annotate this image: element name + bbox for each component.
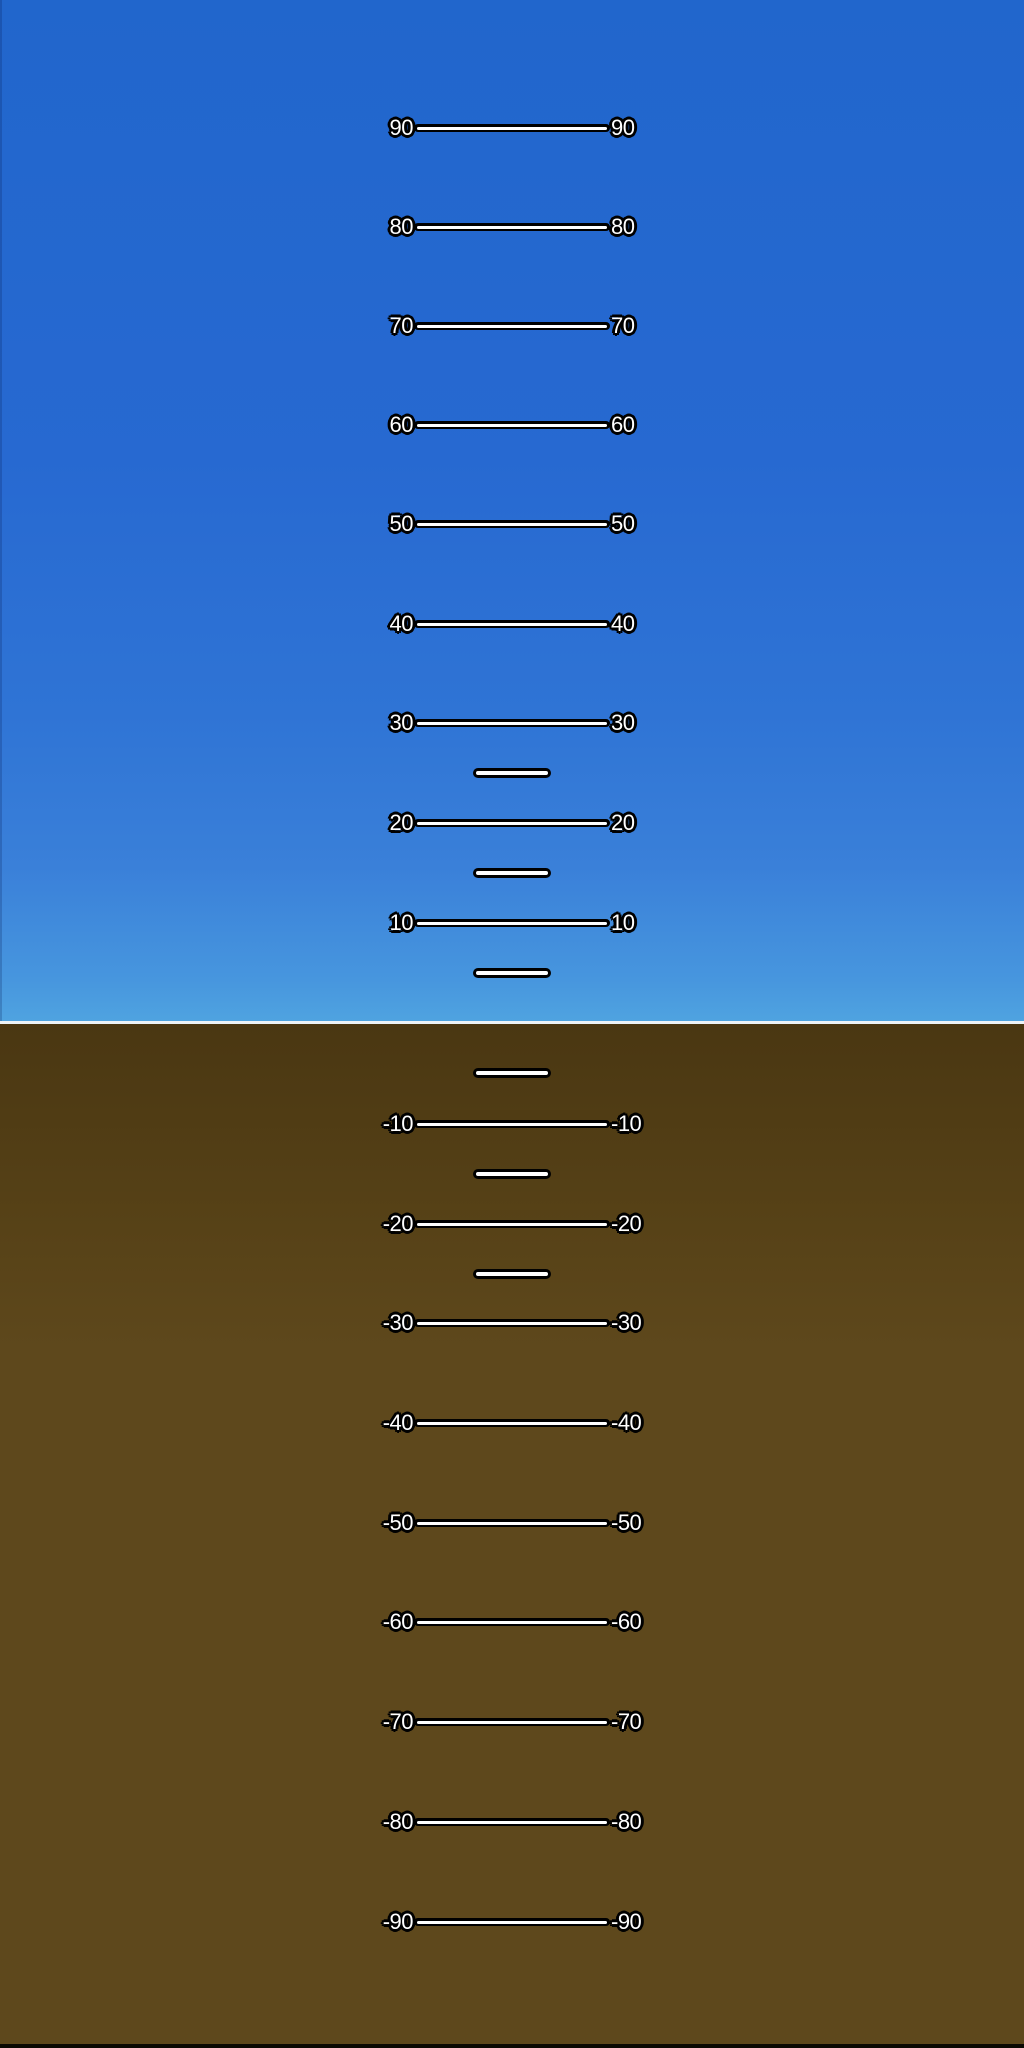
pitch-line-row-40: [0, 613, 1024, 635]
pitch-line-row-60: [0, 414, 1024, 436]
pitch-label-right: 40: [611, 611, 635, 636]
pitch-label-left: 50: [389, 511, 413, 536]
pitch-label-left: 30: [389, 710, 413, 735]
pitch-label-left: -20: [382, 1211, 413, 1236]
pitch-label-left: -90: [382, 1909, 413, 1934]
pitch-tick-row--15: [0, 1169, 1024, 1179]
pitch-label-left: -70: [382, 1709, 413, 1734]
pitch-minor-tick: [473, 1068, 551, 1078]
pitch-line: [414, 1618, 610, 1626]
pitch-minor-tick: [473, 768, 551, 778]
pitch-label-left: -40: [382, 1410, 413, 1435]
pitch-label-right: 70: [611, 313, 635, 338]
pitch-line: [414, 1120, 610, 1128]
pitch-line-row--80: [0, 1811, 1024, 1833]
pitch-label-right: -60: [611, 1609, 642, 1634]
pitch-line: [414, 1918, 610, 1926]
pitch-tick-row-25: [0, 768, 1024, 778]
pitch-label-right: 10: [611, 910, 635, 935]
pitch-line: [414, 1419, 610, 1427]
pitch-line: [414, 1319, 610, 1327]
pitch-line-row-10: [0, 912, 1024, 934]
pitch-line: [414, 1519, 610, 1527]
pitch-line: [414, 322, 610, 330]
pitch-label-right: 80: [611, 214, 635, 239]
pitch-label-right: -30: [611, 1310, 642, 1335]
pitch-line: [414, 1220, 610, 1228]
pitch-label-right: 20: [611, 810, 635, 835]
pitch-label-left: -30: [382, 1310, 413, 1335]
pitch-line-row-80: [0, 216, 1024, 238]
pitch-line-row--30: [0, 1312, 1024, 1334]
pitch-label-right: 60: [611, 412, 635, 437]
pitch-label-right: -80: [611, 1809, 642, 1834]
pitch-line-row-20: [0, 812, 1024, 834]
pitch-label-left: -10: [382, 1111, 413, 1136]
pitch-label-right: -70: [611, 1709, 642, 1734]
pitch-line-row--10: [0, 1113, 1024, 1135]
pitch-line: [414, 124, 610, 132]
pitch-label-right: -90: [611, 1909, 642, 1934]
pitch-line-row-70: [0, 315, 1024, 337]
pitch-line: [414, 1818, 610, 1826]
pitch-tick-row-5: [0, 968, 1024, 978]
pitch-label-right: -10: [611, 1111, 642, 1136]
pitch-line-row-30: [0, 712, 1024, 734]
pitch-minor-tick: [473, 1269, 551, 1279]
pitch-label-left: -60: [382, 1609, 413, 1634]
pitch-label-left: 40: [389, 611, 413, 636]
pitch-line: [414, 719, 610, 727]
pitch-line: [414, 819, 610, 827]
pitch-label-left: 60: [389, 412, 413, 437]
pitch-tick-row--5: [0, 1068, 1024, 1078]
pitch-line-row--40: [0, 1412, 1024, 1434]
pitch-label-right: 50: [611, 511, 635, 536]
pitch-line: [414, 223, 610, 231]
pitch-line: [414, 620, 610, 628]
pitch-label-right: -40: [611, 1410, 642, 1435]
pitch-line-row--70: [0, 1711, 1024, 1733]
pitch-label-left: 10: [389, 910, 413, 935]
pitch-line-row-50: [0, 513, 1024, 535]
pitch-label-left: -50: [382, 1510, 413, 1535]
pitch-label-left: 70: [389, 313, 413, 338]
pitch-label-left: 90: [389, 115, 413, 140]
pitch-label-right: 90: [611, 115, 635, 140]
pitch-label-left: 80: [389, 214, 413, 239]
pitch-tick-row--25: [0, 1269, 1024, 1279]
pitch-minor-tick: [473, 968, 551, 978]
pitch-label-left: -80: [382, 1809, 413, 1834]
pitch-label-right: 30: [611, 710, 635, 735]
pitch-line-row--90: [0, 1911, 1024, 1933]
pitch-line: [414, 919, 610, 927]
pitch-label-left: 20: [389, 810, 413, 835]
pitch-line-row--20: [0, 1213, 1024, 1235]
pitch-minor-tick: [473, 1169, 551, 1179]
pitch-line: [414, 1718, 610, 1726]
pitch-line: [414, 421, 610, 429]
pitch-line: [414, 520, 610, 528]
pitch-minor-tick: [473, 868, 551, 878]
pitch-label-right: -20: [611, 1211, 642, 1236]
pitch-label-right: -50: [611, 1510, 642, 1535]
pitch-tick-row-15: [0, 868, 1024, 878]
pitch-line-row--50: [0, 1512, 1024, 1534]
pitch-line-row--60: [0, 1611, 1024, 1633]
pitch-line-row-90: [0, 117, 1024, 139]
